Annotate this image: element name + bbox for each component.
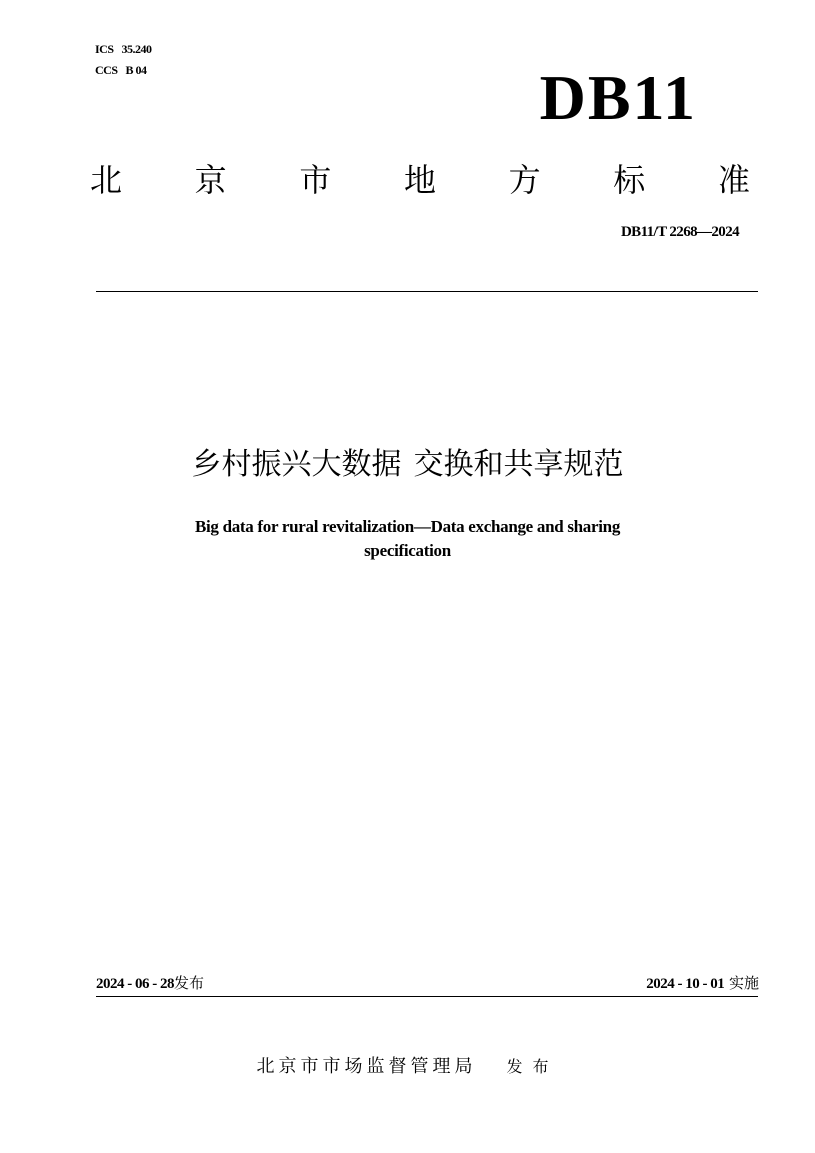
implementation-date-value: 2024 - 10 - 01 <box>646 976 725 992</box>
standard-type-char: 北 <box>90 161 123 199</box>
chinese-title <box>0 444 815 486</box>
implementation-date <box>646 973 759 994</box>
ics-code <box>95 42 152 57</box>
header-divider <box>96 291 758 292</box>
english-title <box>120 515 695 563</box>
ics-value: 35.240 <box>121 42 152 56</box>
ccs-value: B 04 <box>125 63 147 77</box>
ics-label: ICS <box>95 42 114 56</box>
english-title-line2: specification <box>364 541 451 560</box>
db-logo: DB11 <box>539 62 697 133</box>
publisher-name: 北京市市场监督管理局 <box>256 1056 477 1077</box>
chinese-title-part1: 乡村振兴大数据 <box>191 447 402 482</box>
chinese-title-part2: 交换和共享规范 <box>413 447 624 482</box>
english-title-line1: Big data for rural revitalization—Data exchange and sharing <box>194 517 621 536</box>
publisher <box>0 1054 815 1080</box>
standard-type-title <box>90 160 750 200</box>
ccs-code <box>95 63 147 78</box>
footer-divider <box>96 996 758 997</box>
standard-type-char: 市 <box>299 161 332 199</box>
publisher-action: 发布 <box>506 1057 559 1076</box>
standard-number: DB11/T 2268—2024 <box>620 224 739 240</box>
standard-type-char: 方 <box>508 161 541 199</box>
implementation-date-label: 实施 <box>728 974 759 992</box>
standard-type-char: 京 <box>194 161 227 199</box>
ccs-label: CCS <box>95 63 118 77</box>
issue-date-label: 发布 <box>174 974 205 992</box>
standard-type-char: 地 <box>403 161 436 199</box>
issue-date <box>96 973 204 994</box>
issue-date-value: 2024 - 06 - 28 <box>96 976 174 992</box>
standard-type-char: 准 <box>717 161 750 199</box>
standard-type-char: 标 <box>613 161 646 199</box>
